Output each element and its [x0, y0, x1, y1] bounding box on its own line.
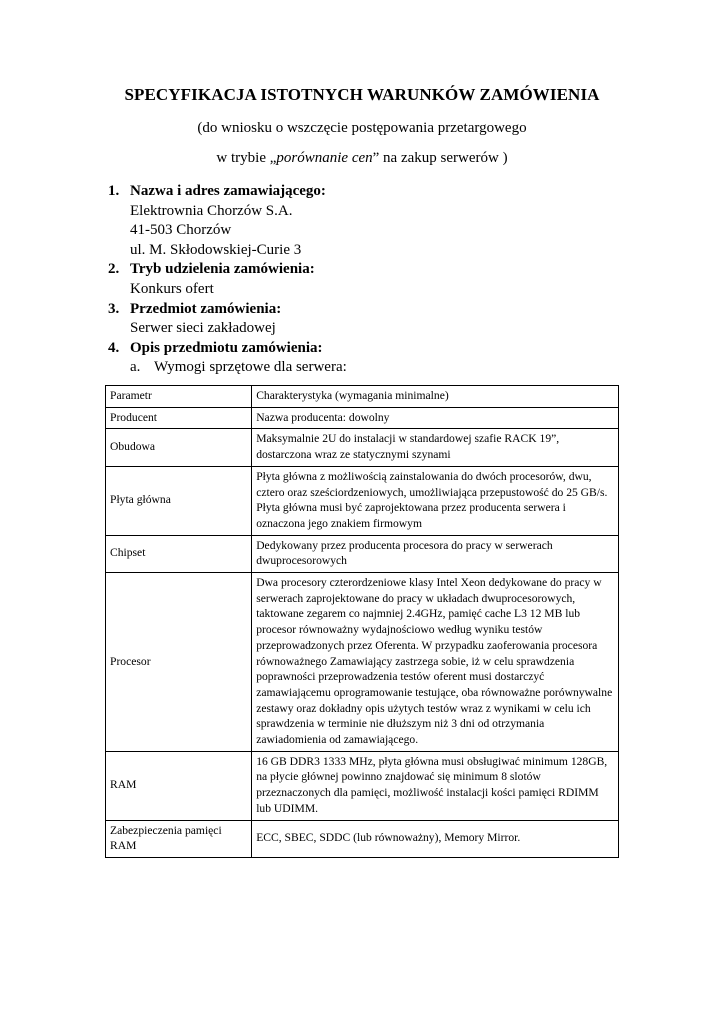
section-1 [106, 182, 626, 260]
table-row [106, 466, 619, 535]
subtitle-prefix: w trybie „ [216, 150, 277, 166]
subsection-text: Wymogi sprzętowe dla serwera: [154, 359, 347, 376]
subsection-letter: a. [130, 359, 141, 376]
subsection-a [130, 358, 626, 378]
section-heading: Tryb udzielenia zamówienia: [130, 261, 315, 278]
section-heading: Nazwa i adres zamawiającego: [130, 183, 326, 199]
section-line: ul. M. Skłodowskiej-Curie 3 [130, 241, 302, 258]
section-line: Elektrownia Chorzów S.A. [130, 202, 293, 219]
section-2 [106, 260, 626, 299]
param-cell: Zabezpieczenia pamięci RAM [106, 820, 252, 857]
table-row [106, 820, 619, 857]
param-cell: Płyta główna [106, 466, 252, 535]
value-cell: 16 GB DDR3 1333 MHz, płyta główna musi obsługiwać minimum 128GB, na płycie głównej powinno znajdować się minimum 8 slotów przeznaczonych dla pamięci, możliwość instalacji kości pamięci RDIMM lub UDIMM. [252, 751, 619, 820]
hardware-spec-table [105, 385, 619, 858]
param-cell: Chipset [106, 535, 252, 572]
value-cell: Nazwa producenta: dowolny [252, 407, 619, 429]
value-cell: ECC, SBEC, SDDC (lub równoważny), Memory Mirror. [252, 820, 619, 857]
param-cell: RAM [106, 751, 252, 820]
header-param-cell: Parametr [106, 386, 252, 408]
value-cell: Maksymalnie 2U do instalacji w standardowej szafie RACK 19”, dostarczona wraz ze statycznymi szynami [252, 429, 619, 466]
numbered-outline [106, 182, 626, 378]
section-number: 1. [108, 183, 120, 199]
document-subtitle-line1: (do wniosku o wszczęcie postępowania przetargowego [197, 120, 527, 136]
table-row [106, 535, 619, 572]
section-heading: Opis przedmiotu zamówienia: [130, 339, 323, 356]
value-cell: Płyta główna z możliwością zainstalowania do dwóch procesorów, dwu, cztero oraz sześciordzeniowych, umożliwiająca przepustowość do 25 GB/s. Płyta główna musi być zaprojektowana przez producenta serwera i oznaczona jego znakiem firmowym [252, 466, 619, 535]
param-cell: Producent [106, 407, 252, 429]
section-line: Serwer sieci zakładowej [130, 320, 276, 337]
table-row [106, 429, 619, 466]
document-title: SPECYFIKACJA ISTOTNYCH WARUNKÓW ZAMÓWIENIA [124, 85, 600, 104]
section-number: 3. [108, 300, 120, 317]
section-heading: Przedmiot zamówienia: [130, 300, 282, 317]
subtitle-suffix: ” na zakup serwerów ) [372, 150, 508, 166]
param-cell: Procesor [106, 573, 252, 752]
document-subtitle-line2 [0, 150, 724, 167]
table-row [106, 573, 619, 752]
section-number: 4. [108, 339, 120, 356]
value-cell: Dwa procesory czterordzeniowe klasy Intel Xeon dedykowane do pracy w serwerach zaprojektowane do pracy w układach dwuprocesorowych, taktowane zegarem co najmniej 2.4GHz, pamięć cache L3 12 MB lub procesor równoważny wydajnościowo według wyniku testów przeprowadzonych przez Oferenta. W przypadku zaoferowania procesora równoważnego Zamawiający zastrzega sobie, iż w celu sprawdzenia poprawności przeprowadzenia testów oferent musi dostarczyć zamawiającemu oprogramowanie testujące, oba równoważne porównywalne zestawy oraz dokładny opis użytych testów wraz z wynikami w celu ich sprawdzenia w terminie nie dłuższym niż 3 dni od otrzymania zawiadomienia od zamawiającego. [252, 573, 619, 752]
header-value-cell: Charakterystyka (wymagania minimalne) [252, 386, 619, 408]
table-row [106, 751, 619, 820]
section-4 [106, 339, 626, 378]
param-cell: Obudowa [106, 429, 252, 466]
section-3 [106, 300, 626, 339]
table-header-row [106, 386, 619, 408]
table-row [106, 407, 619, 429]
subtitle-italic: porównanie cen [276, 150, 373, 166]
value-cell: Dedykowany przez producenta procesora do pracy w serwerach dwuprocesorowych [252, 535, 619, 572]
section-number: 2. [108, 261, 120, 278]
section-line: 41-503 Chorzów [130, 222, 232, 239]
section-line: Konkurs ofert [130, 280, 214, 297]
